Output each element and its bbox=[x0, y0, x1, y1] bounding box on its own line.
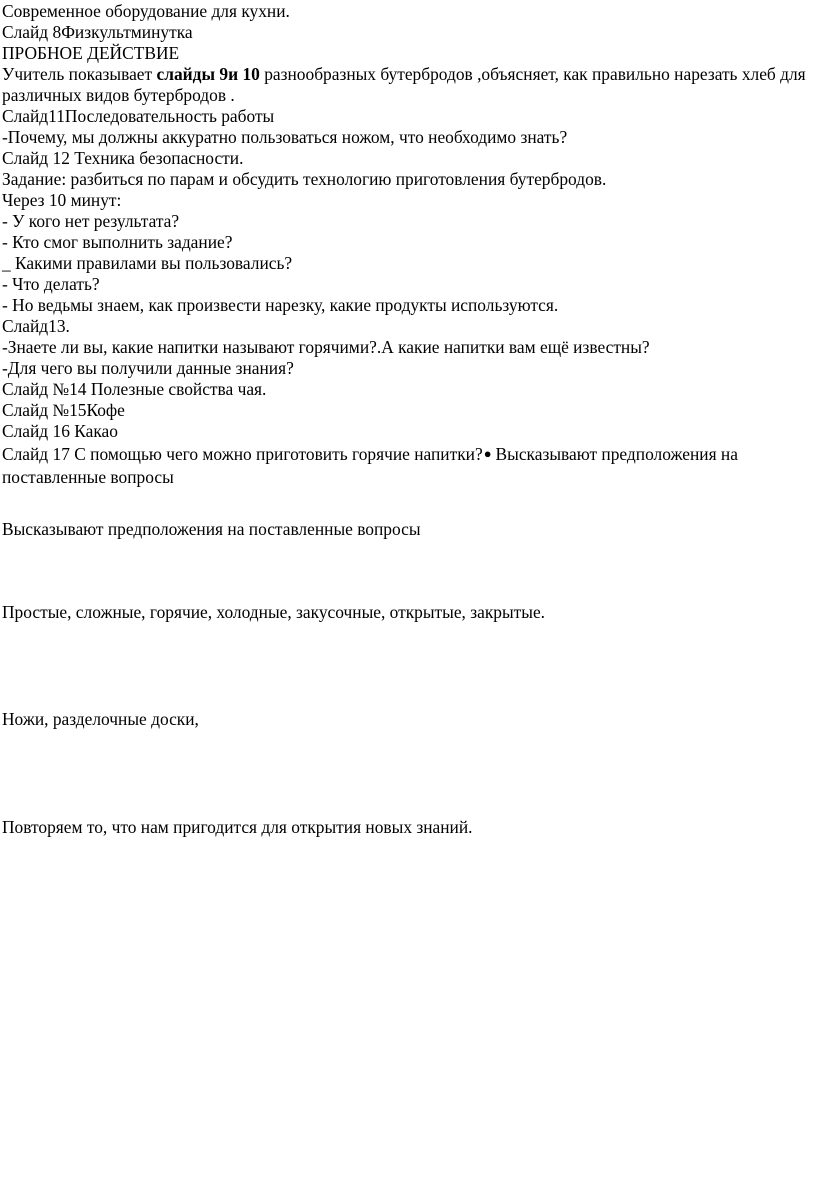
slicing-knowledge-line: - Но ведьмы знаем, как произвести нарезку, какие продукты используются. bbox=[2, 295, 559, 315]
answer-sandwich-types: Простые, сложные, горячие, холодные, закусочные, открытые, закрытые. bbox=[2, 602, 546, 622]
slide-11-line: Слайд11Последовательность работы bbox=[2, 106, 275, 126]
topic-line: Современное оборудование для кухни. bbox=[2, 1, 290, 21]
slide-16-line: Слайд 16 Какао bbox=[2, 421, 118, 441]
slide-15-line: Слайд №15Кофе bbox=[2, 400, 125, 420]
answer-tools: Ножи, разделочные доски, bbox=[2, 709, 199, 729]
question-who-completed: - Кто смог выполнить задание? bbox=[2, 232, 233, 252]
task-line: Задание: разбиться по парам и обсудить технологию приготовления бутербродов. bbox=[2, 169, 607, 189]
knowledge-purpose-question: -Для чего вы получили данные знания? bbox=[2, 358, 294, 378]
section-heading: ПРОБНОЕ ДЕЙСТВИЕ bbox=[2, 43, 180, 63]
lesson-notes bbox=[2, 1, 810, 489]
slide-17-text: Слайд 17 С помощью чего можно приготовить горячие напитки? bbox=[2, 444, 483, 464]
teacher-shows-text: Учитель показывает bbox=[2, 64, 157, 84]
slide-17-paragraph bbox=[2, 442, 810, 489]
question-no-result: - У кого нет результата? bbox=[2, 211, 180, 231]
slide-14-line: Слайд №14 Полезные свойства чая. bbox=[2, 379, 267, 399]
slide-17-response: Высказывают предположения на поставленные вопросы bbox=[2, 444, 738, 487]
knife-question: -Почему, мы должны аккуратно пользоваться ножом, что необходимо знать? bbox=[2, 127, 568, 147]
question-what-to-do: - Что делать? bbox=[2, 274, 100, 294]
slide-8-line: Слайд 8Физкультминутка bbox=[2, 22, 193, 42]
bullet-icon: ● bbox=[483, 446, 492, 461]
sandwich-explanation-text: разнообразных бутербродов ,объясняет, как правильно нарезать хлеб для различных видов бутербродов . bbox=[2, 64, 806, 105]
slides-9-10-bold: слайды 9и 10 bbox=[156, 64, 260, 84]
answer-repeat: Повторяем то, что нам пригодится для открытия новых знаний. bbox=[2, 817, 473, 837]
slide-12-line: Слайд 12 Техника безопасности. bbox=[2, 148, 244, 168]
teacher-shows-paragraph bbox=[2, 64, 810, 106]
slide-13-line: Слайд13. bbox=[2, 316, 70, 336]
after-10-minutes-line: Через 10 минут: bbox=[2, 190, 122, 210]
answer-assumptions: Высказывают предположения на поставленные вопросы bbox=[2, 519, 421, 539]
question-rules-used: _ Какими правилами вы пользовались? bbox=[2, 253, 293, 273]
hot-drinks-question: -Знаете ли вы, какие напитки называют горячими?.А какие напитки вам ещё известны? bbox=[2, 337, 650, 357]
